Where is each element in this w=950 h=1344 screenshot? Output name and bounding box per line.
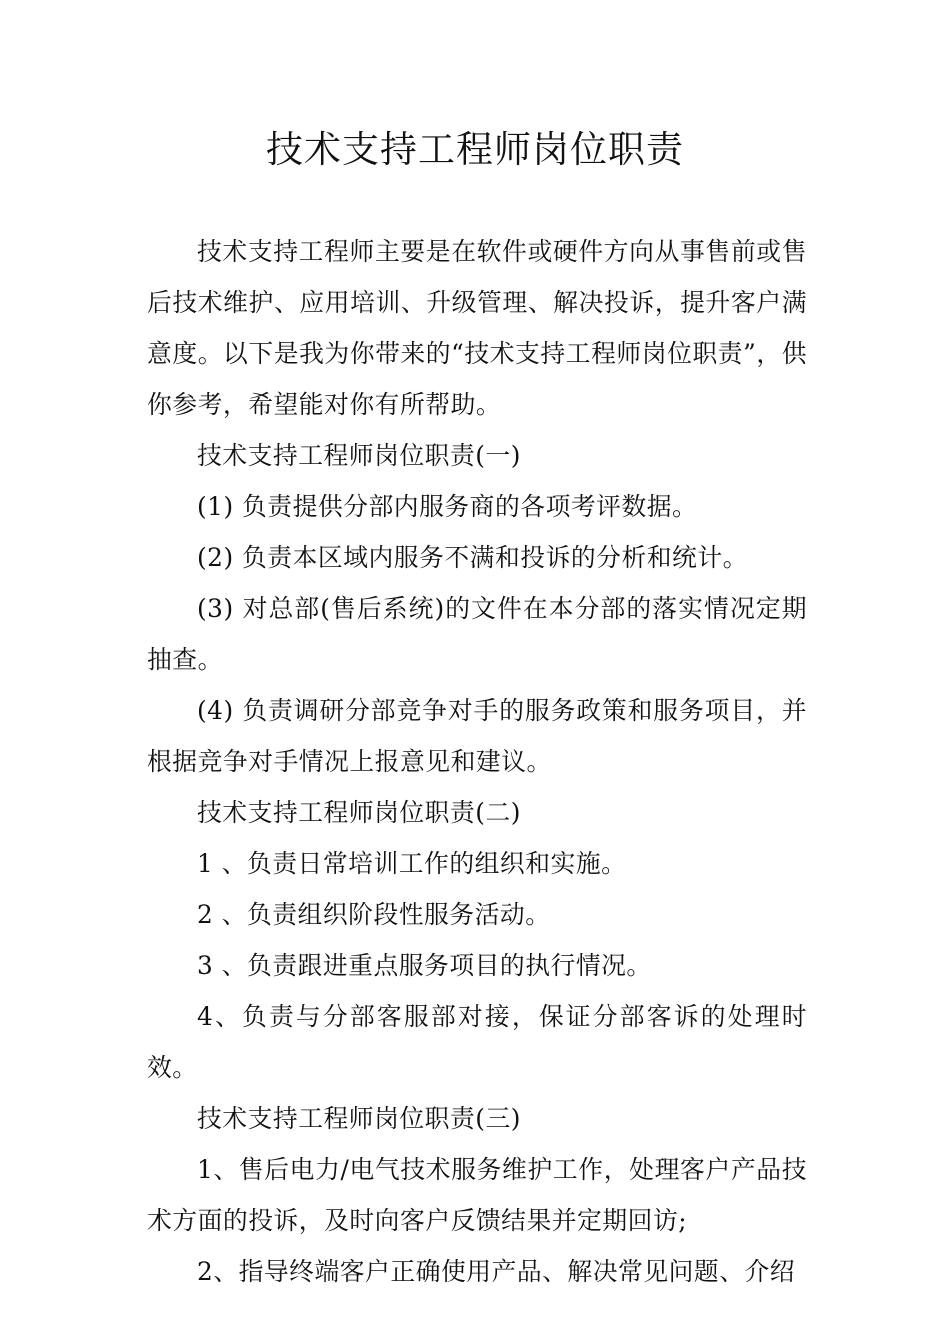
document-title: 技术支持工程师岗位职责 xyxy=(266,128,684,171)
document-body xyxy=(147,226,807,1297)
section-heading-2: 技术支持工程师岗位职责(二) xyxy=(197,798,521,827)
section-heading-1: 技术支持工程师岗位职责(一) xyxy=(197,441,521,470)
intro-paragraph: 技术支持工程师主要是在软件或硬件方向从事售前或售后技术维护、应用培训、升级管理、解决投诉，提升客户满意度。以下是我为你带来的“技术支持工程师岗位职责”，供你参考，希望能对你有所帮助。 xyxy=(147,237,807,419)
duty-item: (1) 负责提供分部内服务商的各项考评数据。 xyxy=(197,492,698,521)
duty-item: 4、负责与分部客服部对接，保证分部客诉的处理时效。 xyxy=(147,1002,807,1082)
duty-item: 3 、负责跟进重点服务项目的执行情况。 xyxy=(197,951,652,980)
duty-item: (4) 负责调研分部竞争对手的服务政策和服务项目，并根据竞争对手情况上报意见和建议。 xyxy=(147,696,807,776)
duty-item: (3) 对总部(售后系统)的文件在本分部的落实情况定期抽查。 xyxy=(147,594,807,674)
duty-item: 1、售后电力/电气技术服务维护工作，处理客户产品技术方面的投诉，及时向客户反馈结果并定期回访; xyxy=(147,1155,807,1235)
duty-item: 1 、负责日常培训工作的组织和实施。 xyxy=(197,849,627,878)
duty-item: 2 、负责组织阶段性服务活动。 xyxy=(197,900,551,929)
duty-item: 2、指导终端客户正确使用产品、解决常见问题、介绍 xyxy=(197,1257,796,1286)
duty-item: (2) 负责本区域内服务不满和投诉的分析和统计。 xyxy=(197,543,748,572)
section-heading-3: 技术支持工程师岗位职责(三) xyxy=(197,1104,521,1133)
